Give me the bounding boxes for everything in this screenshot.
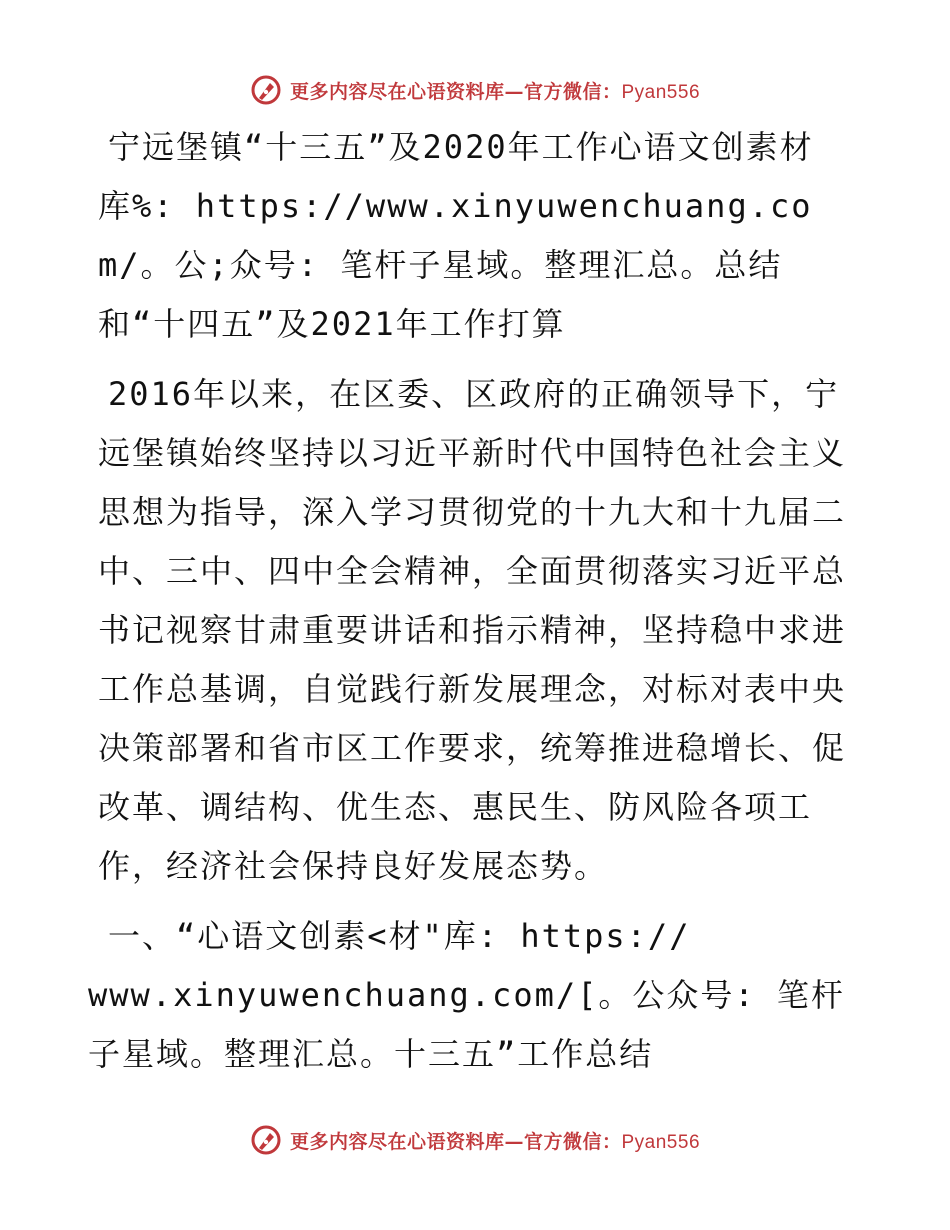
header-banner-main: 更多内容尽在心语资料库—官方微信： [289,80,622,103]
document-body [88,118,858,1084]
pen-nib-logo-icon [250,74,282,106]
footer-banner-text [290,1127,700,1154]
footer-banner-contact: Pyan556 [621,1131,701,1153]
header-banner-contact: Pyan556 [621,81,701,103]
document-intro-paragraph: 2016年以来，在区委、区政府的正确领导下，宁远堡镇始终坚持以习近平新时代中国特色社会主义思想为指导，深入学习贯彻党的十九大和十九届二中、三中、四中全会精神，全面贯彻落实习近平总书记视察甘肃重要讲话和指示精神，坚持稳中求进工作总基调，自觉践行新发展理念，对标对表中央决策部署和省市区工作要求，统筹推进稳增长、促改革、调结构、优生态、惠民生、防风险各项工作，经济社会保持良好发展态势。 [98,375,847,885]
section-heading-line1: 一、“心语文创素<材"库: https:// [108,917,691,955]
header-banner-text [290,77,700,104]
document-title-paragraph: 宁远堡镇“十三五”及2020年工作心语文创素材库%: https://www.xinyuwenchuang.com/。公;众号: 笔杆子星域。整理汇总。总结和“十四五”及2021年工作打算 [98,128,814,343]
header-watermark-banner [0,70,950,110]
section-heading-line2: www.xinyuwenchuang.com/[。公众号: 笔杆子星域。整理汇总。十三五”工作总结 [88,976,845,1073]
section-heading [88,907,858,1084]
pen-nib-logo-icon [250,1124,282,1156]
footer-watermark-banner [0,1120,950,1160]
footer-banner-main: 更多内容尽在心语资料库—官方微信： [289,1130,622,1153]
